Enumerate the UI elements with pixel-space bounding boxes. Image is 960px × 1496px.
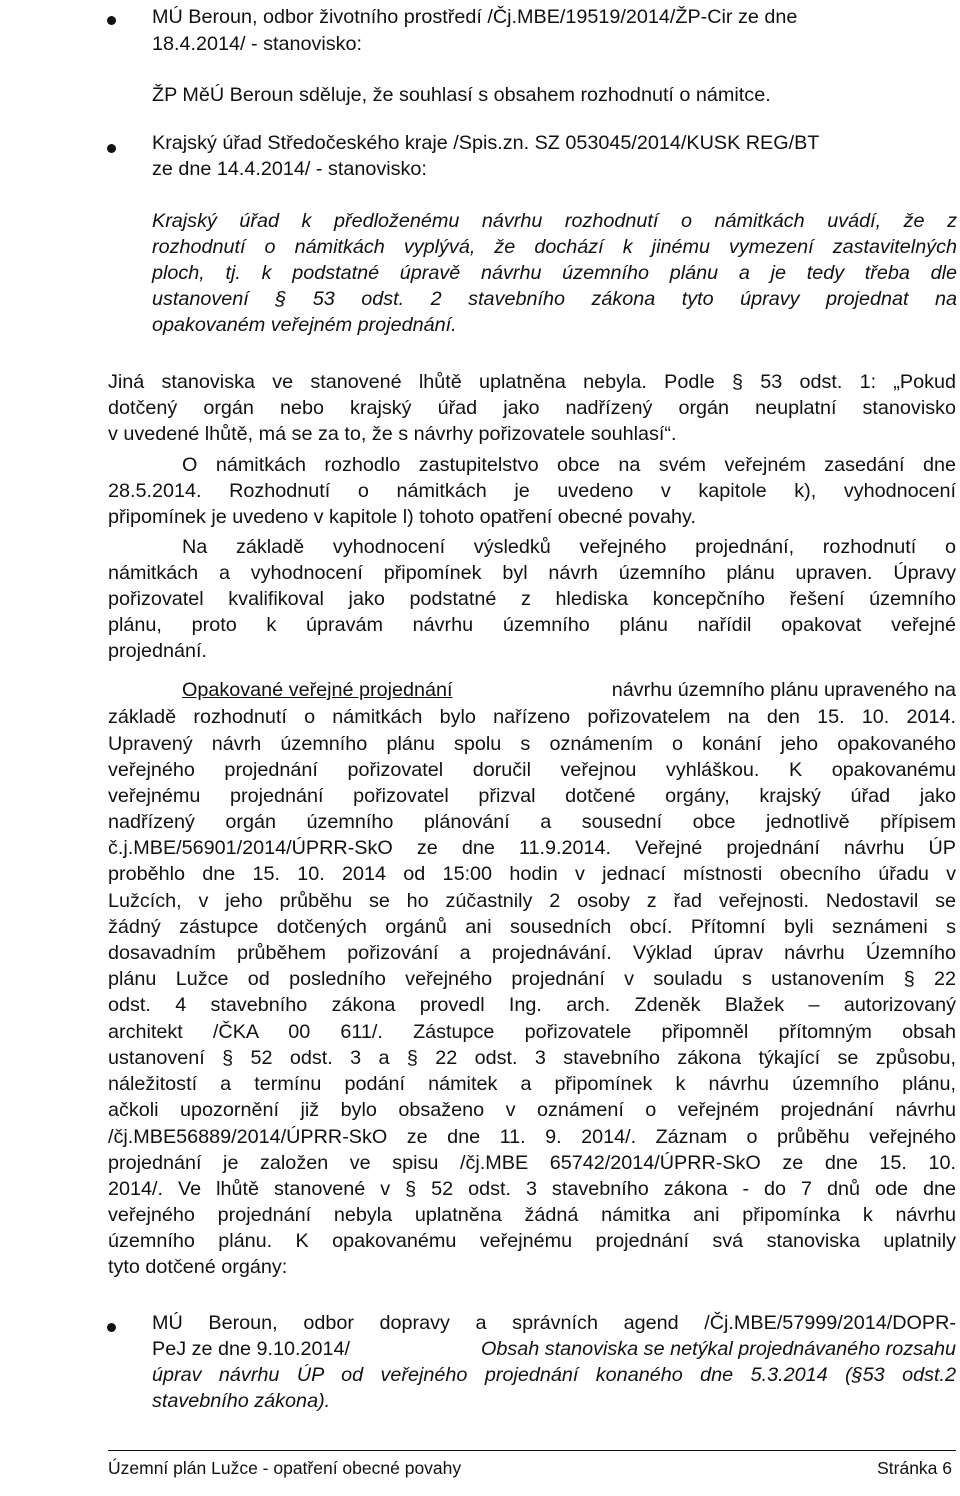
text-line: žádný zástupce dotčených orgánů ani sousedních obcí. Přítomní byli seznámeni s (108, 916, 956, 938)
text-line (152, 1336, 956, 1362)
text-line: č.j.MBE/56901/2014/ÚPRR-SkO ze dne 11.9.2014. Veřejné projednání návrhu ÚP (108, 837, 956, 859)
text-line: územního plánu. K opakovanému veřejnému projednání svá stanoviska uplatnily (108, 1230, 956, 1252)
bullet-icon (107, 1323, 116, 1332)
underlined-heading: Opakované veřejné projednání (182, 679, 453, 701)
text-line: nadřízený orgán územního plánování a sousední obce jednotlivě přípisem (108, 811, 956, 833)
text-line: veřejnému projednání pořizovatel přizval dotčené orgány, krajský úřad jako (108, 785, 956, 807)
text-line: připomínek je uvedeno v kapitole l) tohoto opatření obecné povahy. (108, 506, 696, 528)
text-line: Krajský úřad k předloženému návrhu rozhodnutí o námitkách uvádí, že z (152, 210, 957, 232)
text-line: Krajský úřad Středočeského kraje /Spis.zn. SZ 053045/2014/KUSK REG/BT (152, 132, 820, 154)
footer-divider (108, 1450, 956, 1451)
text-line: ačkoli upozornění již bylo obsaženo v oznámení o veřejném projednání návrhu (108, 1099, 956, 1121)
text-line: pořizovatel kvalifikoval jako podstatné z hlediska koncepčního řešení územního (108, 588, 956, 610)
page-number: Stránka 6 (877, 1458, 952, 1478)
text-line: projednání je založen ve spisu /čj.MBE 65742/2014/ÚPRR-SkO ze dne 15. 10. (108, 1152, 956, 1174)
text-line: tyto dotčené orgány: (108, 1256, 288, 1278)
text-line: úprav návrhu ÚP od veřejného projednání konaného dne 5.3.2014 (§53 odst.2 (152, 1364, 956, 1386)
text-line: rozhodnutí o námitkách vyplývá, že dochází k jinému vymezení zastavitelných (152, 236, 957, 258)
text-line: Na základě vyhodnocení výsledků veřejného projednání, rozhodnutí o (182, 536, 956, 558)
text-span: PeJ ze dne 9.10.2014/ (152, 1338, 350, 1360)
text-line: proběhlo dne 15. 10. 2014 od 15:00 hodin v jednací místnosti obecního úřadu v (108, 863, 956, 885)
text-line: O námitkách rozhodlo zastupitelstvo obce na svém veřejném zasedání dne (182, 454, 956, 476)
text-line: Lužcích, v jeho průběhu se ho zúčastnily 2 osoby z řad veřejnosti. Nedostavil se (108, 890, 956, 912)
text-line: náležitostí a termínu podání námitek a připomínek k návrhu územního plánu, (108, 1073, 956, 1095)
text-line: stavebního zákona). (152, 1390, 331, 1412)
text-span: návrhu územního plánu upraveného na (606, 679, 956, 701)
text-line: odst. 4 stavebního zákona provedl Ing. arch. Zdeněk Blažek – autorizovaný (108, 994, 956, 1016)
text-line: ploch, tj. k podstatné úpravě návrhu územního plánu a je tedy třeba dle (152, 262, 957, 284)
text-line: veřejného projednání pořizovatel doručil veřejnou vyhláškou. K opakovanému (108, 759, 956, 781)
text-line: námitkách a vyhodnocení připomínek byl návrh územního plánu upraven. Úpravy (108, 562, 956, 584)
text-line: ustanovení § 53 odst. 2 stavebního zákona tyto úpravy projednat na (152, 288, 957, 310)
text-line: dotčený orgán nebo krajský úřad jako nadřízený orgán neuplatní stanovisko (108, 397, 956, 419)
text-span: Obsah stanoviska se netýkal projednávaného rozsahu (475, 1338, 956, 1360)
text-line: ze dne 14.4.2014/ - stanovisko: (152, 158, 427, 180)
footer-title: Územní plán Lužce - opatření obecné povahy (108, 1458, 462, 1478)
text-line (182, 677, 956, 703)
text-line: Jiná stanoviska ve stanovené lhůtě uplatněna nebyla. Podle § 53 odst. 1: „Pokud (108, 371, 956, 393)
text-line: opakovaném veřejném projednání. (152, 314, 457, 336)
text-line: /čj.MBE56889/2014/ÚPRR-SkO ze dne 11. 9. 2014/. Záznam o průběhu veřejného (108, 1126, 956, 1148)
text-line: MÚ Beroun, odbor životního prostředí /Čj.MBE/19519/2014/ŽP-Cir ze dne (152, 6, 798, 28)
text-line: ŽP MěÚ Beroun sděluje, že souhlasí s obsahem rozhodnutí o námitce. (152, 84, 771, 106)
text-line: veřejného projednání nebyla uplatněna žádná námitka ani připomínka k návrhu (108, 1204, 956, 1226)
text-line: v uvedené lhůtě, má se za to, že s návrhy pořizovatele souhlasí“. (108, 423, 677, 445)
text-line: 2014/. Ve lhůtě stanovené v § 52 odst. 3 stavebního zákona - do 7 dnů ode dne (108, 1178, 956, 1200)
text-line: 18.4.2014/ - stanovisko: (152, 33, 363, 55)
text-line: architekt /ČKA 00 611/. Zástupce pořizovatele připomněl přítomným obsah (108, 1021, 956, 1043)
text-line: dosavadním průběhem pořizování a projednávání. Výklad úprav návrhu Územního (108, 942, 956, 964)
text-line: plánu, proto k úpravám návrhu územního plánu nařídil opakovat veřejné (108, 614, 956, 636)
text-line: 28.5.2014. Rozhodnutí o námitkách je uvedeno v kapitole k), vyhodnocení (108, 480, 956, 502)
text-line: plánu Lužce od posledního veřejného projednání v souladu s ustanovením § 22 (108, 968, 956, 990)
text-line: základě rozhodnutí o námitkách bylo nařízeno pořizovatelem na den 15. 10. 2014. (108, 706, 956, 728)
text-line: ustanovení § 52 odst. 3 a § 22 odst. 3 stavebního zákona týkající se způsobu, (108, 1047, 956, 1069)
text-line: Upravený návrh územního plánu spolu s oznámením o konání jeho opakovaného (108, 733, 956, 755)
bullet-icon (107, 144, 116, 153)
bullet-icon (107, 16, 116, 25)
text-line: MÚ Beroun, odbor dopravy a správních agend /Čj.MBE/57999/2014/DOPR- (152, 1312, 956, 1334)
text-line: projednání. (108, 640, 207, 662)
